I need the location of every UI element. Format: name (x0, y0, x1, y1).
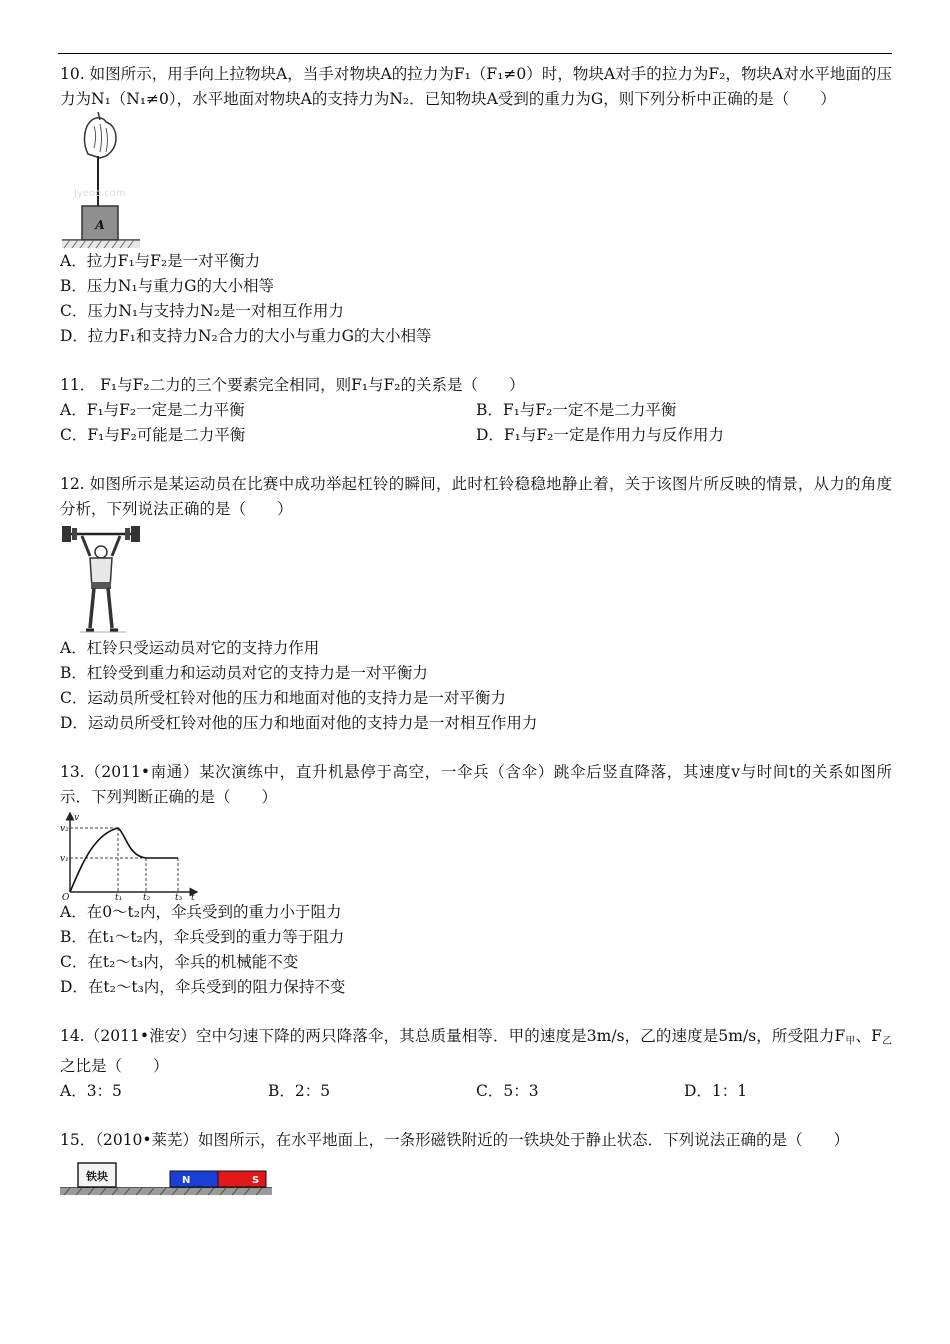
option-d: D．拉力F₁和支持力N₂合力的大小与重力G的大小相等 (60, 327, 432, 345)
question-14 (60, 1024, 892, 1104)
worksheet-page (60, 62, 892, 1199)
top-rule (58, 53, 892, 54)
weightlifter-figure (60, 524, 144, 636)
question-stem: 15．（2010•莱芜）如图所示，在水平地面上，一条形磁铁附近的一铁块处于静止状态．下列说法正确的是（ ） (60, 1131, 850, 1149)
question-13 (60, 760, 892, 1000)
iron-block-label: 铁块 (86, 1170, 108, 1183)
t3-label: t₃ (175, 893, 183, 900)
stem-main: 14.（2011•淮安）空中匀速下降的两只降落伞，其总质量相等．甲的速度是3m/s，乙的速度是5m/s，所受阻力F (60, 1027, 846, 1045)
question-stem: 10. 如图所示，用手向上拉物块A，当手对物块A的拉力为F₁（F₁≠0）时，物块A对手的拉力为F₂，物块A对水平地面的压力为N₁（N₁≠0），水平地面对物块A的支持力为N₂．已知物块A受到的重力为G，则下列分析中正确的是（ ） (60, 65, 892, 108)
axis-t-label: t (191, 893, 195, 900)
subscript-yi: 乙 (881, 1036, 893, 1047)
option-c: C．F₁与F₂可能是二力平衡 (60, 426, 246, 444)
question-12 (60, 472, 892, 736)
option-d: D．在t₂～t₃内，伞兵受到的阻力保持不变 (60, 978, 346, 996)
block-a-label: A (95, 218, 105, 232)
option-c: C．压力N₁与支持力N₂是一对相互作用力 (60, 302, 344, 320)
question-stem: 12. 如图所示是某运动员在比赛中成功举起杠铃的瞬间，此时杠铃稳稳地静止着，关于该图片所反映的情景，从力的角度分析，下列说法正确的是（ ） (60, 475, 892, 518)
velocity-curve (70, 828, 178, 892)
subscript-jia: 甲 (845, 1036, 856, 1047)
stem-tail: 之比是（ ） (60, 1057, 169, 1075)
question-stem: 11． F₁与F₂二力的三个要素完全相同，则F₁与F₂的关系是（ ） (60, 376, 525, 394)
athlete-head (95, 546, 107, 558)
block-pull-figure (60, 112, 150, 249)
option-c: C．5：3 (476, 1082, 539, 1100)
option-b: B．压力N₁与重力G的大小相等 (60, 277, 275, 295)
origin-label: O (62, 893, 70, 900)
option-b: B．2：5 (268, 1082, 331, 1100)
option-b: B．杠铃受到重力和运动员对它的支持力是一对平衡力 (60, 664, 428, 682)
question-11 (60, 373, 892, 448)
option-a: A．拉力F₁与F₂是一对平衡力 (60, 252, 261, 270)
v1-label: v₁ (60, 854, 69, 864)
question-stem (60, 1024, 892, 1079)
axis-v-label: v (74, 813, 80, 823)
option-d: D．1：1 (684, 1082, 748, 1100)
question-10 (60, 62, 892, 349)
n-pole-label: N (182, 1175, 191, 1186)
option-d: D．运动员所受杠铃对他的压力和地面对他的支持力是一对相互作用力 (60, 714, 538, 732)
question-stem: 13.（2011•南通）某次演练中，直升机悬停于高空，一伞兵（含伞）跳伞后竖直降落，其速度v与时间t的关系如图所示．下列判断正确的是（ ） (60, 763, 892, 806)
option-c: C．运动员所受杠铃对他的压力和地面对他的支持力是一对平衡力 (60, 689, 506, 707)
t1-label: t₁ (115, 893, 123, 900)
s-pole-label: S (252, 1175, 260, 1186)
watermark: Jyeoo.com (74, 188, 126, 199)
velocity-time-graph (60, 812, 200, 900)
option-a: A．杠铃只受运动员对它的支持力作用 (60, 639, 320, 657)
stem-mid: 、F (855, 1027, 882, 1045)
v2-label: v₂ (60, 824, 69, 834)
option-a: A．F₁与F₂一定是二力平衡 (60, 401, 245, 419)
t2-label: t₂ (143, 893, 151, 900)
option-a: A．3：5 (60, 1082, 122, 1100)
magnet-block-figure (60, 1159, 274, 1199)
option-a: A．在0～t₂内，伞兵受到的重力小于阻力 (60, 903, 342, 921)
option-b: B．在t₁～t₂内，伞兵受到的重力等于阻力 (60, 928, 345, 946)
question-15 (60, 1128, 892, 1199)
magnet-n-pole (170, 1171, 218, 1187)
option-c: C．在t₂～t₃内，伞兵的机械能不变 (60, 953, 299, 971)
option-b: B．F₁与F₂一定不是二力平衡 (476, 401, 677, 419)
option-d: D．F₁与F₂一定是作用力与反作用力 (476, 426, 724, 444)
